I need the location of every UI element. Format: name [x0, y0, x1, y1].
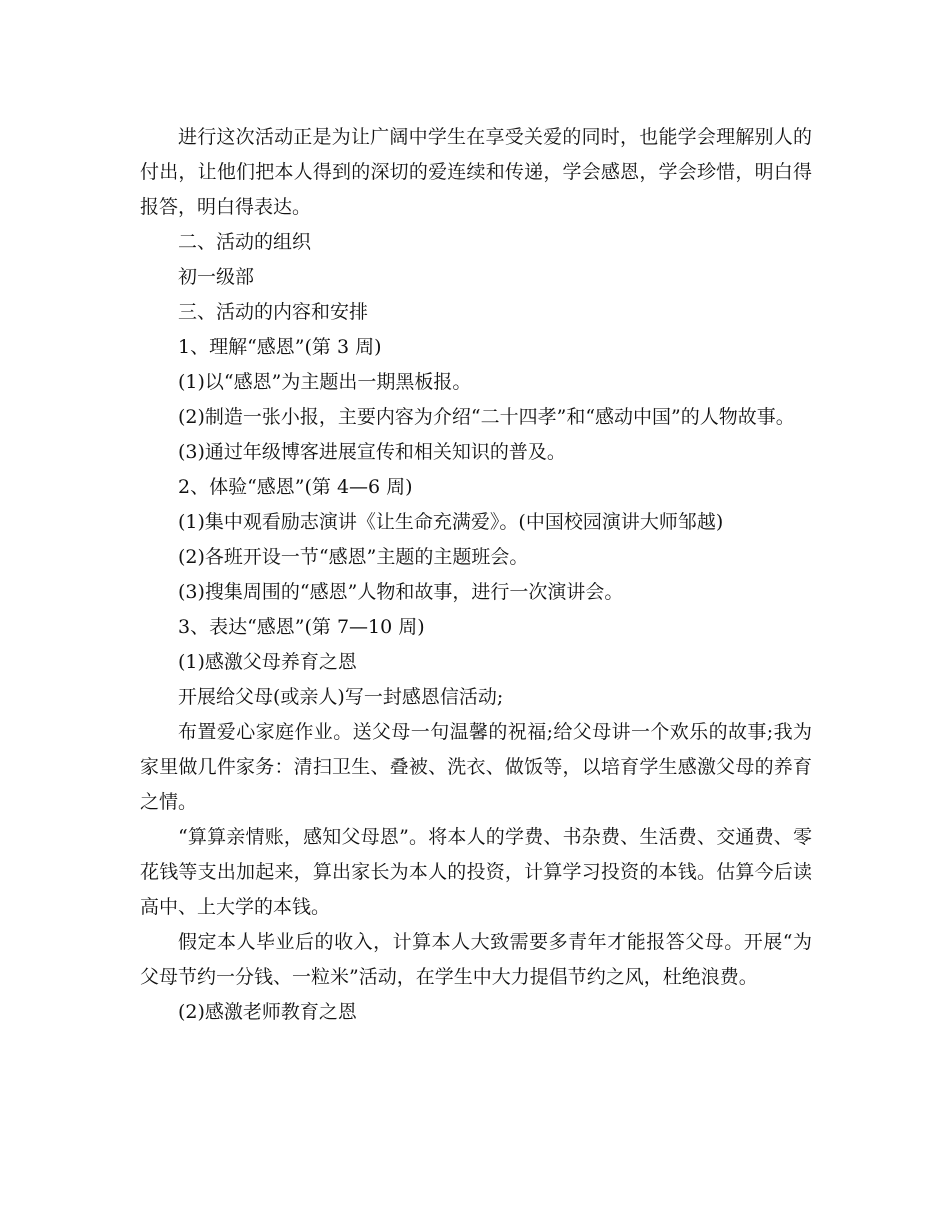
subheading-experience-gratitude: 2、体验“感恩”(第 4—6 周) [178, 476, 413, 498]
list-item-blog: (3)通过年级博客进展宣传和相关知识的普及。 [178, 441, 566, 463]
list-item-blackboard: (1)以“感恩”为主题出一期黑板报。 [178, 371, 472, 393]
list-item-thank-teachers: (2)感激老师教育之恩 [178, 1001, 357, 1023]
document-body [140, 120, 812, 1030]
list-item-speech-viewing: (1)集中观看励志演讲《让生命充满爱》。(中国校园演讲大师邹越) [178, 511, 724, 533]
paragraph-letter-activity: 开展给父母(或亲人)写一封感恩信活动; [178, 686, 504, 708]
paragraph-family-homework: 布置爱心家庭作业。送父母一句温馨的祝福;给父母讲一个欢乐的故事;我为家里做几件家务：清扫卫生、叠被、洗衣、做饭等，以培育学生感激父母的养育之情。 [140, 721, 812, 813]
paragraph-future-income: 假定本人毕业后的收入，计算本人大致需要多青年才能报答父母。开展“为父母节约一分钱、一粒米”活动，在学生中大力提倡节约之风，杜绝浪费。 [140, 931, 812, 988]
heading-organization: 二、活动的组织 [178, 231, 312, 253]
paragraph-organizer: 初一级部 [178, 266, 255, 288]
subheading-understand-gratitude: 1、理解“感恩”(第 3 周) [178, 336, 382, 358]
list-item-class-meeting: (2)各班开设一节“感恩”主题的主题班会。 [178, 546, 529, 568]
list-item-speech-contest: (3)搜集周围的“感恩”人物和故事，进行一次演讲会。 [178, 581, 624, 603]
list-item-newsletter: (2)制造一张小报，主要内容为介绍“二十四孝”和“感动中国”的人物故事。 [178, 406, 795, 428]
paragraph-intro: 进行这次活动正是为让广阔中学生在享受关爱的同时，也能学会理解别人的付出，让他们把本人得到的深切的爱连续和传递，学会感恩，学会珍惜，明白得报答，明白得表达。 [140, 126, 812, 218]
list-item-thank-parents: (1)感激父母养育之恩 [178, 651, 357, 673]
paragraph-family-account: “算算亲情账，感知父母恩”。将本人的学费、书杂费、生活费、交通费、零花钱等支出加起来，算出家长为本人的投资，计算学习投资的本钱。估算今后读高中、上大学的本钱。 [140, 826, 812, 918]
subheading-express-gratitude: 3、表达“感恩”(第 7—10 周) [178, 616, 425, 638]
heading-content-arrangement: 三、活动的内容和安排 [178, 301, 369, 323]
